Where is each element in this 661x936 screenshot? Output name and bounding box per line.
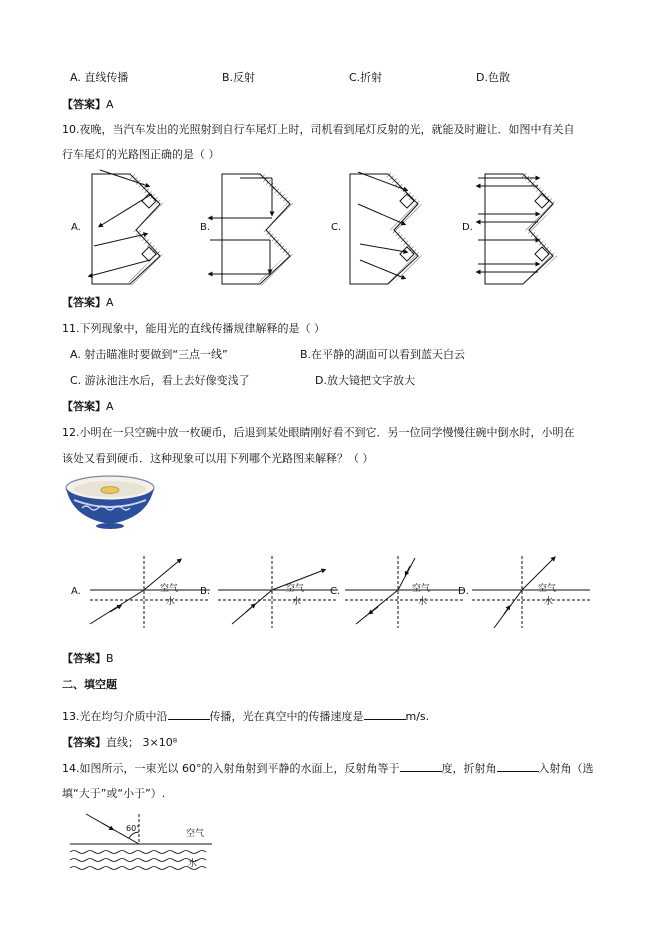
q10-stem-line2: 行车尾灯的光路图正确的是（ ） — [62, 148, 220, 161]
q14-air-label: 空气 — [186, 829, 205, 839]
q10-figure-a — [90, 170, 160, 284]
q11-option-d: D.放大镜把文字放大 — [315, 374, 415, 387]
q12-b-water: 水 — [292, 597, 302, 607]
q14-blank-2[interactable] — [497, 760, 539, 772]
q11-option-a: A. 射击瞄准时要做到“三点一线” — [70, 348, 228, 361]
q9-option-d: D.色散 — [476, 71, 510, 84]
q10-label-b: B. — [200, 222, 211, 233]
q12-figure-a — [90, 556, 210, 628]
q14-water-label: 水 — [188, 859, 198, 869]
bowl-coin-image — [64, 474, 156, 532]
q14-stem-line2: 填“大于”或“小于”）. — [62, 787, 166, 800]
q10-label-d: D. — [462, 222, 473, 233]
q10-figure-c — [350, 172, 418, 284]
q9-answer: 【答案】A — [62, 98, 114, 111]
q11-stem: 11.下列现象中，能用光的直线传播规律解释的是（ ） — [62, 322, 325, 335]
q10-stem-line1: 10.夜晚，当汽车发出的光照射到自行车尾灯上时，司机看到尾灯反射的光，就能及时避让．如图中有关自 — [62, 123, 575, 136]
q13-blank-1[interactable] — [168, 708, 210, 720]
q9-option-a: A. 直线传播 — [70, 71, 129, 84]
q11-option-b: B.在平静的湖面可以看到蓝天白云 — [300, 348, 466, 361]
q10-figure-b — [210, 174, 290, 284]
q12-label-d: D. — [458, 586, 469, 597]
q10-answer: 【答案】A — [62, 296, 114, 309]
q10-figure-d — [478, 174, 553, 284]
q14-blank-1[interactable] — [400, 760, 442, 772]
q9-option-b: B.反射 — [222, 71, 256, 84]
q12-figure-c — [345, 556, 465, 628]
q12-d-air: 空气 — [538, 584, 557, 594]
q12-b-air: 空气 — [286, 584, 305, 594]
q11-answer: 【答案】A — [62, 400, 114, 413]
q12-d-water: 水 — [544, 597, 554, 607]
q12-c-air: 空气 — [412, 584, 431, 594]
q12-label-a: A. — [71, 586, 81, 597]
q9-option-c: C.折射 — [349, 71, 383, 84]
q13-blank-2[interactable] — [364, 708, 406, 720]
q12-a-air: 空气 — [160, 584, 179, 594]
q12-c-water: 水 — [418, 597, 428, 607]
q14-angle-label: 60° — [126, 824, 141, 833]
q10-label-a: A. — [71, 222, 81, 233]
q12-figure-b — [218, 556, 341, 628]
section-2-title: 二、填空题 — [62, 678, 117, 691]
q11-option-c: C. 游泳池注水后，看上去好像变浅了 — [70, 374, 250, 387]
q12-figure-d — [472, 556, 590, 628]
q12-label-c: C. — [330, 586, 341, 597]
q12-stem-line2: 该处又看到硬币．这种现象可以用下列哪个光路图来解释？（ ） — [62, 452, 374, 465]
q13-answer: 【答案】直线； 3×10⁸ — [62, 736, 178, 749]
q13-stem: 13.光在均匀介质中沿 传播，光在真空中的传播速度是 m/s. — [62, 710, 430, 723]
q12-label-b: B. — [200, 586, 211, 597]
q12-figures — [60, 552, 590, 632]
q10-label-c: C. — [331, 222, 342, 233]
q14-stem-line1: 14.如图所示，一束光以 60°的入射角射到平静的水面上，反射角等于 度，折射角 入射角（选 — [62, 762, 594, 775]
q12-stem-line1: 12.小明在一只空碗中放一枚硬币，后退到某处眼睛刚好看不到它．另一位同学慢慢往碗中倒水时，小明在 — [62, 426, 575, 439]
q12-a-water: 水 — [166, 597, 176, 607]
q10-figures — [60, 164, 580, 294]
q12-answer: 【答案】B — [62, 652, 114, 665]
